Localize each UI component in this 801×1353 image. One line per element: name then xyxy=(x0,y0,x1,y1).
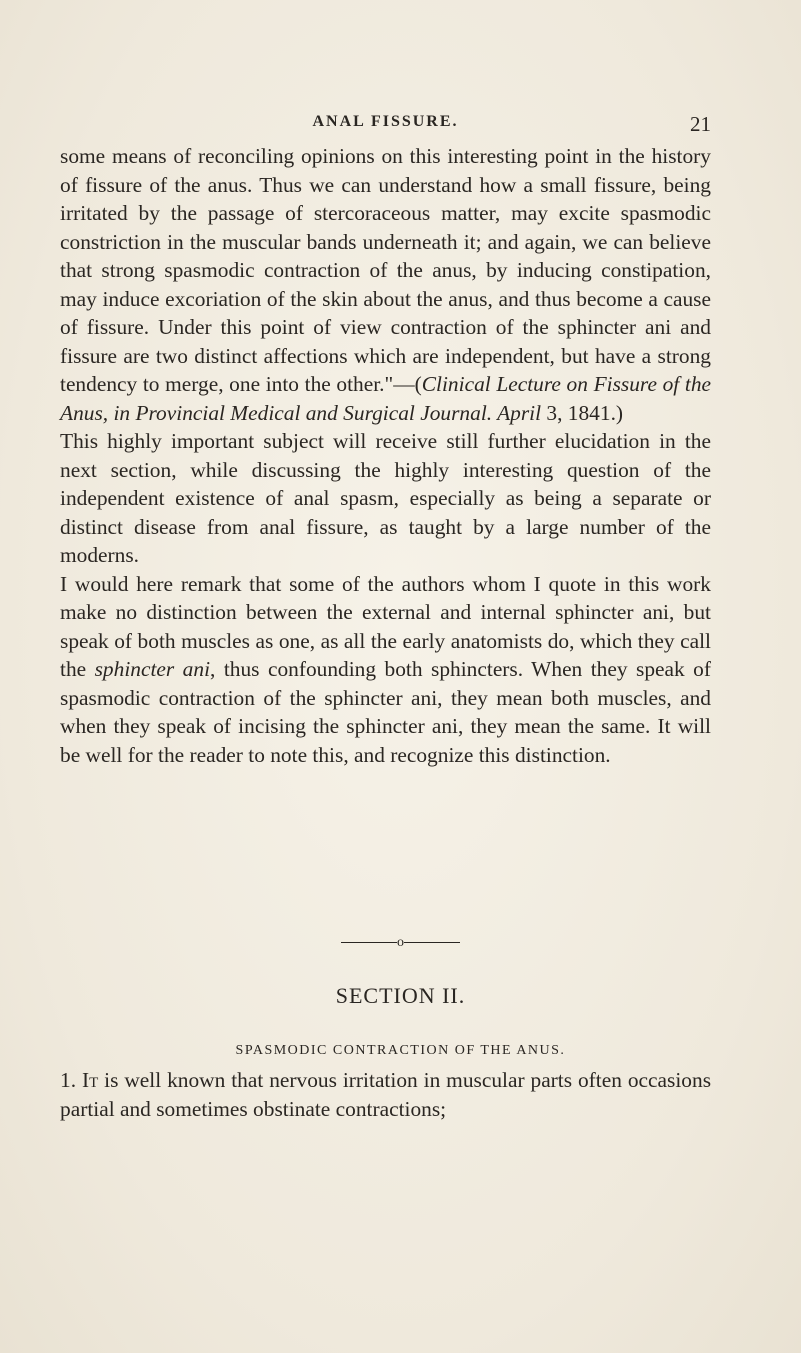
section-paragraph-text: is well known that nervous irritation in muscular parts often occasions partial and sometimes obstinate contractions; xyxy=(60,1068,712,1121)
paragraph-2: This highly important subject will receive still further elucidation in the next section, while discussing the highly interesting question of the independent existence of anal spasm, especially as being a separate or distinct disease from anal fissure, as taught by a large number of the moderns. xyxy=(60,429,711,567)
section-body xyxy=(60,1066,711,1123)
section-heading: SECTION II. xyxy=(335,983,466,1008)
divider-line-right xyxy=(404,942,460,943)
paragraph-1 xyxy=(60,142,711,427)
paragraph-1-start: some means of reconciling opinions xyxy=(60,144,382,168)
section-paragraph-lead: It xyxy=(81,1068,99,1092)
paragraph-3-start: I would here remark that some of the authors whom I quote in this work make no distinction between the external and internal sphincter ani, but speak of both muscles as one, as all the early anatomists do, which they call the xyxy=(60,571,711,681)
section-divider xyxy=(0,935,801,951)
paragraph-3 xyxy=(60,570,711,770)
section-paragraph-number: 1. xyxy=(60,1068,82,1092)
paragraph-3-end: , thus confounding both sphincters. When they speak of spasmodic contraction of the sphincter ani, they mean both muscles, and when they speak of incising the sphincter ani, they mean the same. It will be well for the reader to note this, and recognize this distinction. xyxy=(60,657,711,767)
section-paragraph-1 xyxy=(60,1066,711,1123)
citation: Clinical Lecture on Fissure of the Anus, in Provincial Medical and Surgical Journal. April xyxy=(60,372,712,425)
page-number: 21 xyxy=(690,112,711,136)
citation-date: 3, 1841.) xyxy=(541,400,624,425)
paragraph-1-body: on this interesting point in the history of fissure of the anus. Thus we can understand how a small fissure, being irritated by the passage of stercoraceous matter, may excite spasmodic constriction in the muscular bands underneath it; and again, we can believe that strong spasmodic contraction of the anus, by inducing constipation, may induce excoriation of the skin about the anus, and thus become a cause of fissure. Under this point of view contraction of the sphincter ani and fissure are two distinct affections which are independent, but have a strong tendency to merge, one into the other."—( xyxy=(60,144,711,396)
section-subtitle: SPASMODIC CONTRACTION OF THE ANUS. xyxy=(235,1043,566,1058)
paragraph-3-italic-term: sphincter ani xyxy=(94,657,211,681)
body-text xyxy=(60,142,711,769)
divider-line-left xyxy=(341,942,397,943)
running-title: ANAL FISSURE. xyxy=(312,113,459,130)
running-head xyxy=(60,113,711,137)
divider-mark: o xyxy=(397,935,404,950)
